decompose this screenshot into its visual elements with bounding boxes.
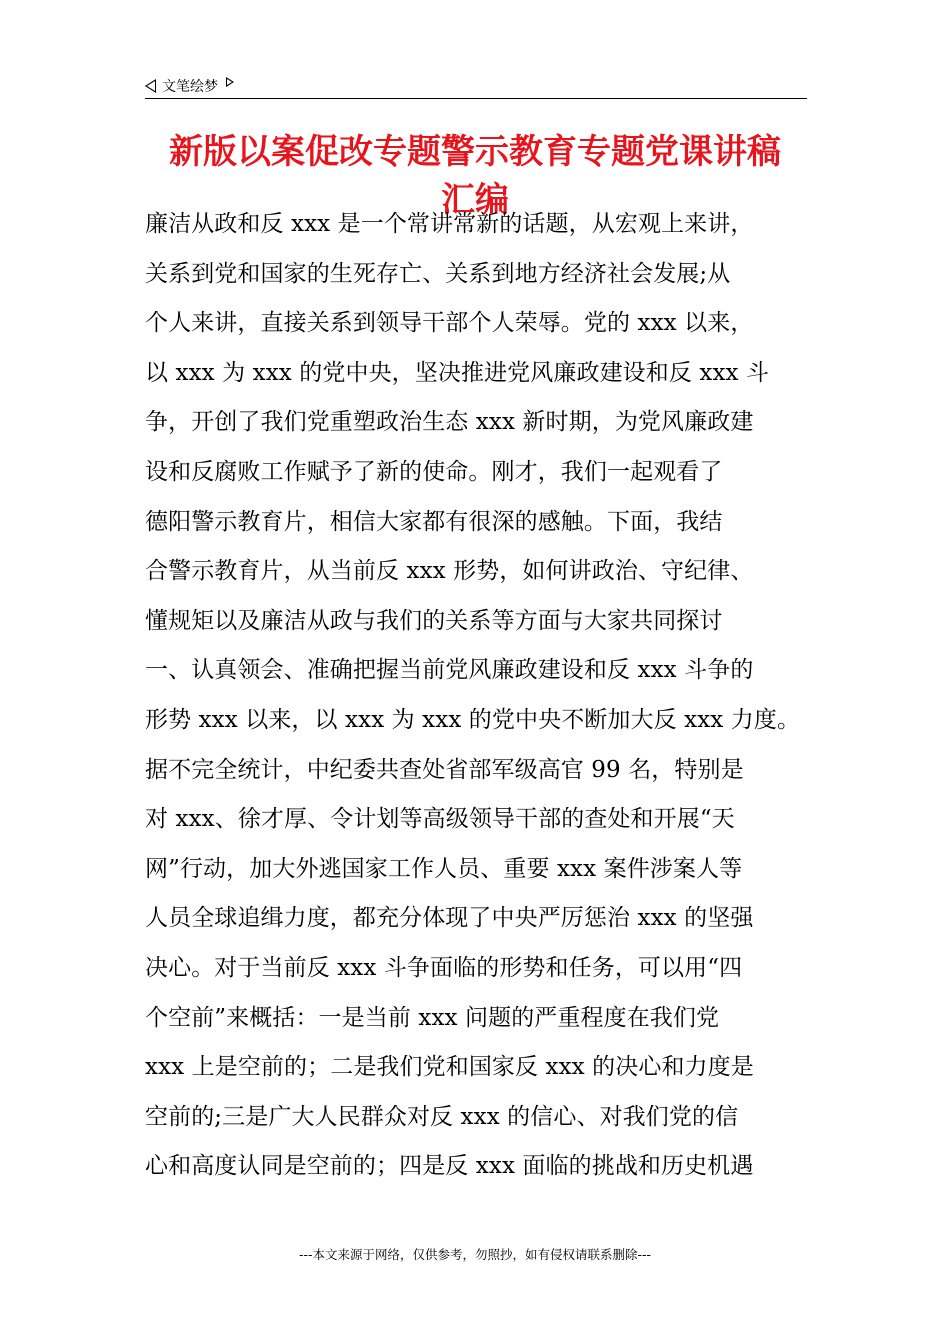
body-line: 以 xxx 为 xxx 的党中央，坚决推进党风廉政建设和反 xxx 斗	[145, 359, 770, 386]
body-line: 一、认真领会、准确把握当前党风廉政建设和反 xxx 斗争的	[145, 657, 754, 684]
body-line: 关系到党和国家的生死存亡、关系到地方经济社会发展;从	[145, 260, 731, 287]
footer-disclaimer: ---本文来源于网络，仅供参考，勿照抄，如有侵权请联系删除---	[298, 1247, 652, 1262]
body-line: 德阳警示教育片，相信大家都有很深的感触。下面，我结	[145, 508, 723, 535]
body-line: 设和反腐败工作赋予了新的使命。刚才，我们一起观看了	[145, 458, 723, 485]
header-rule	[145, 98, 807, 99]
title-line-1: 新版以案促改专题警示教育专题党课讲稿	[169, 132, 781, 172]
body-line: 合警示教育片，从当前反 xxx 形势，如何讲政治、守纪律、	[145, 558, 754, 585]
body-line: 个人来讲，直接关系到领导干部个人荣辱。党的 xxx 以来，	[145, 310, 754, 337]
body-line: 懂规矩以及廉洁从政与我们的关系等方面与大家共同探讨	[145, 607, 723, 634]
body-line: 网”行动，加大外逃国家工作人员、重要 xxx 案件涉案人等	[145, 855, 743, 882]
body-line: 形势 xxx 以来，以 xxx 为 xxx 的党中央不断加大反 xxx 力度。	[145, 706, 801, 733]
body-line: 廉洁从政和反 xxx 是一个常讲常新的话题，从宏观上来讲，	[145, 211, 754, 237]
body-line: 决心。对于当前反 xxx 斗争面临的形势和任务，可以用“四	[145, 954, 743, 981]
document-body	[145, 200, 825, 1192]
title-line-2: 汇编	[441, 180, 509, 220]
body-line: 据不完全统计，中纪委共查处省部军级高官 99 名，特别是	[145, 756, 744, 783]
triangle-right-icon	[226, 77, 234, 87]
body-line: 个空前”来概括：一是当前 xxx 问题的严重程度在我们党	[145, 1004, 720, 1031]
body-line: 心和高度认同是空前的；四是反 xxx 面临的挑战和历史机遇	[145, 1153, 754, 1180]
body-line: 人员全球追缉力度，都充分体现了中央严厉惩治 xxx 的坚强	[145, 905, 754, 932]
body-line: 争，开创了我们党重塑政治生态 xxx 新时期，为党风廉政建	[145, 409, 754, 436]
header-brand: 文笔绘梦	[162, 79, 218, 95]
triangle-left-icon	[145, 79, 156, 93]
header	[145, 74, 234, 98]
body-line: 对 xxx、徐才厚、令计划等高级领导干部的查处和开展“天	[145, 806, 735, 833]
body-line: 空前的;三是广大人民群众对反 xxx 的信心、对我们党的信	[145, 1103, 739, 1130]
body-line: xxx 上是空前的；二是我们党和国家反 xxx 的决心和力度是	[145, 1054, 754, 1081]
